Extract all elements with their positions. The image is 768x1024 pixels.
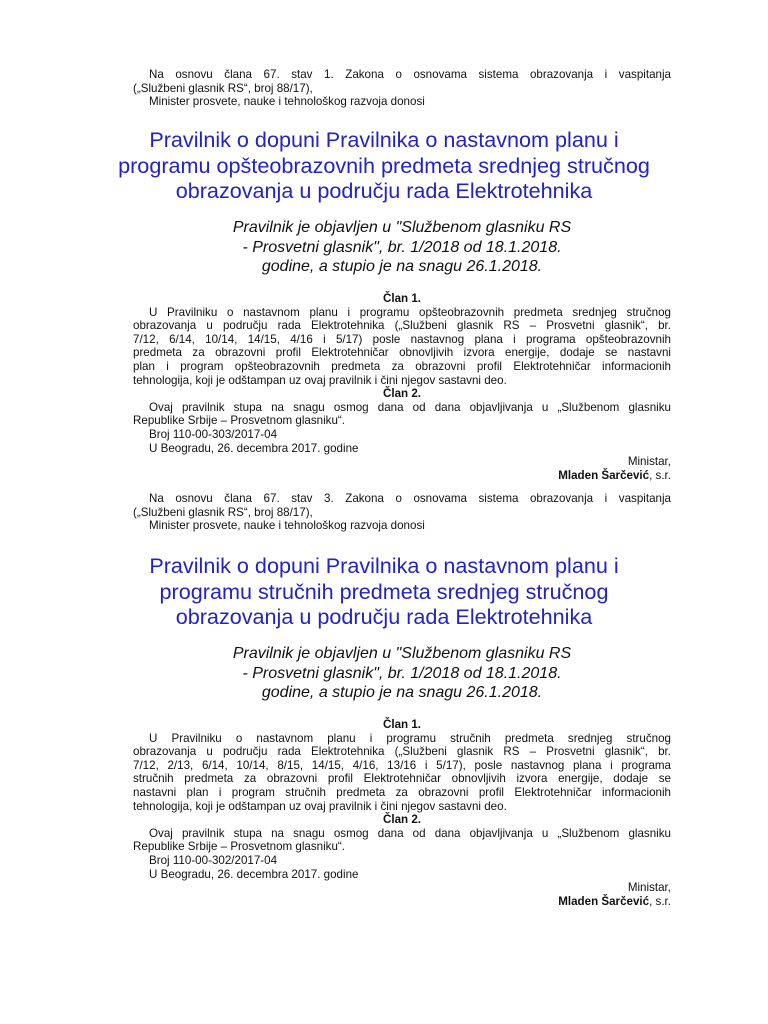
doc1-title-line: Pravilnik o dopuni Pravilnika o nastavnom planu i — [149, 127, 619, 152]
doc2-clan2-line: Ovaj pravilnik stupa na snagu osmog dana od dana objavljivanja u „Službenom glasniku — [149, 826, 671, 840]
doc2-clan1-line: stručnih predmeta za obrazovni profil Elektrotehničar obnovljivih izvora energije, dodaje se — [133, 772, 671, 786]
doc2-broj: Broj 110-00-302/2017-04 — [149, 853, 278, 867]
doc1-clan2-heading: Član 2. — [382, 387, 421, 401]
doc1-place-date: U Beogradu, 26. decembra 2017. godine — [149, 441, 359, 455]
doc2-publication-line: - Prosvetni glasnik", br. 1/2018 od 18.1.2018. — [242, 664, 562, 682]
doc1-clan1-line: 7/12, 6/14, 10/14, 14/15, 4/16 i 5/17) posle nastavnog plana i programa opšteobrazovnih — [133, 332, 671, 346]
doc2-clan2-heading: Član 2. — [382, 813, 421, 827]
doc1-title — [60, 127, 708, 204]
doc1-clan2-line: Republike Srbije – Prosvetnom glasniku“. — [133, 414, 346, 428]
doc2-publication-line: Pravilnik je objavljen u "Službenom glasniku RS — [232, 645, 572, 662]
doc1-signature — [133, 469, 671, 483]
doc2-clan2-line: Republike Srbije – Prosvetnom glasniku“. — [133, 840, 346, 854]
doc2-minister-name: Mladen Šarčević — [558, 894, 650, 908]
doc1-title-line: programu opšteobrazovnih predmeta srednjeg stručnog — [118, 152, 650, 178]
doc2-clan1-heading: Član 1. — [382, 718, 421, 731]
doc1-clan1-line: predmeta za obrazovni profil Elektrotehničar obnovljivih izvora energije, dodaje se nastavni — [133, 346, 671, 360]
doc1-broj: Broj 110-00-303/2017-04 — [149, 427, 278, 441]
doc1-clan1-line: U Pravilniku o nastavnom planu i programu opšteobrazovnih predmeta srednjeg stručnog — [149, 305, 671, 319]
doc2-clan1-line: obrazovanja u području rada Elektrotehnika („Službeni glasnik RS – Prosvetni glasnik“, br. — [133, 745, 671, 759]
doc2-clan1-line: 7/12, 2/13, 6/14, 10/14, 8/15, 14/15, 4/16, 13/16 i 5/17), posle nastavnog plana i programa — [133, 758, 671, 772]
doc2-minister-suffix: , s.r. — [649, 894, 671, 908]
doc2-intro-line: („Službeni glasnik RS“, broj 88/17), — [133, 505, 313, 519]
doc2-title-line: programu stručnih predmeta srednjeg stručnog — [159, 578, 609, 604]
doc1-body — [133, 292, 671, 482]
doc2-place-date: U Beogradu, 26. decembra 2017. godine — [149, 867, 359, 881]
doc2-signature — [133, 895, 671, 909]
doc2-clan1-line: tehnologija, koji je odštampan uz ovaj pravilnik i čini njegov sastavni deo. — [133, 799, 507, 813]
doc2-minister-label: Ministar, — [627, 881, 671, 895]
doc2-publication-note — [133, 644, 671, 703]
doc2-title-line: Pravilnik o dopuni Pravilnika o nastavnom planu i — [149, 553, 619, 578]
doc2-clan1-line: U Pravilniku o nastavnom planu i programu stručnih predmeta srednjeg stručnog — [149, 731, 671, 745]
doc1-title-line: obrazovanja u području rada Elektrotehnika — [175, 178, 593, 203]
doc2-intro-line: Minister prosvete, nauke i tehnološkog razvoja donosi — [149, 519, 425, 533]
doc2-title-line: obrazovanja u području rada Elektrotehnika — [175, 604, 593, 629]
doc1-intro — [133, 68, 671, 109]
doc2-publication-line: godine, a stupio je na snagu 26.1.2018. — [261, 684, 543, 701]
doc2-intro — [133, 492, 671, 533]
doc1-clan1-line: obrazovanja u području rada Elektrotehnika („Službeni glasnik RS – Prosvetni glasnik“, br. — [133, 319, 671, 333]
doc2-clan1-line: nastavni plan i program stručnih predmeta za obrazovni profil Elektrotehničar informacionih — [133, 785, 671, 799]
doc1-intro-line: („Službeni glasnik RS“, broj 88/17), — [133, 81, 313, 95]
doc1-publication-line: - Prosvetni glasnik", br. 1/2018 od 18.1.2018. — [242, 238, 562, 256]
doc1-intro-line: Na osnovu člana 67. stav 1. Zakona o osnovama sistema obrazovanja i vaspitanja — [149, 68, 671, 81]
doc1-publication-note — [133, 218, 671, 277]
doc1-minister-name: Mladen Šarčević — [558, 468, 650, 482]
doc2-title — [60, 553, 708, 630]
doc2-intro-line: Na osnovu člana 67. stav 3. Zakona o osnovama sistema obrazovanja i vaspitanja — [149, 492, 671, 505]
doc1-minister-suffix: , s.r. — [649, 468, 671, 482]
doc1-clan1-line: tehnologija, koji je odštampan uz ovaj pravilnik i čini njegov sastavni deo. — [133, 373, 507, 387]
doc1-publication-line: Pravilnik je objavljen u "Službenom glasniku RS — [232, 219, 572, 236]
doc1-clan1-line: plan i program opšteobrazovnih predmeta za obrazovni profil Elektrotehničar informacionih — [133, 359, 671, 373]
doc2-body — [133, 718, 671, 908]
doc1-minister-label: Ministar, — [627, 455, 671, 469]
doc1-intro-line: Minister prosvete, nauke i tehnološkog razvoja donosi — [149, 95, 425, 109]
doc1-clan1-heading: Član 1. — [382, 292, 421, 305]
doc1-publication-line: godine, a stupio je na snagu 26.1.2018. — [261, 258, 543, 275]
doc1-clan2-line: Ovaj pravilnik stupa na snagu osmog dana od dana objavljivanja u „Službenom glasniku — [149, 400, 671, 414]
